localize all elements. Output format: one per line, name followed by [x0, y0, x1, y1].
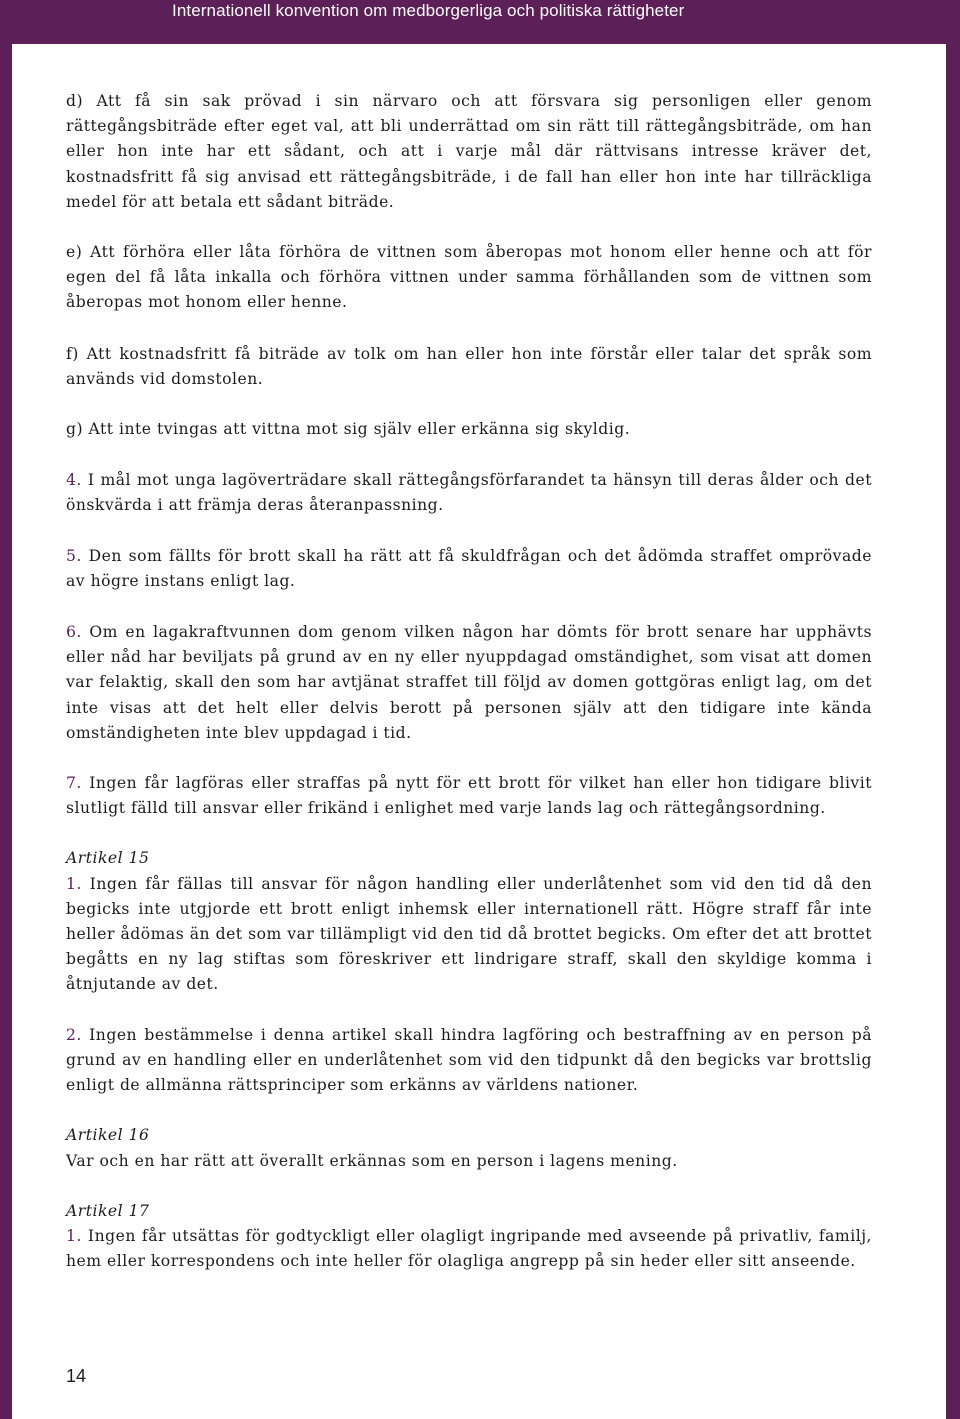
- page-number: 14: [66, 1366, 87, 1386]
- document-title: Internationell konvention om medborgerliga och politiska rättigheter: [172, 1, 685, 20]
- artikel-17-paragraph-1: [66, 1224, 872, 1274]
- artikel-15-heading: Artikel 15: [66, 849, 150, 868]
- paragraph-text: Om en lagakraftvunnen dom genom vilken någon har dömts för brott senare har upphävts eller nåd har beviljats på grund av en ny eller nyuppdagad omständighet, som visat att domen var felaktig, skall den som har avtjänat straffet till följd av domen gottgöras enligt lag, om det inte visas att det helt eller delvis berott på personen själv att den tidigare inte kända omständigheten inte blev uppdagad i tid.: [66, 623, 872, 742]
- paragraph-g: g) Att inte tvingas att vittna mot sig själv eller erkänna sig skyldig.: [66, 420, 631, 439]
- paragraph-number: 4.: [66, 471, 82, 490]
- left-border: [0, 0, 12, 1419]
- artikel-15-paragraph-1: [66, 872, 872, 998]
- paragraph-number: 1.: [66, 874, 82, 893]
- document-body: [66, 89, 872, 1274]
- paragraph-6: [66, 620, 872, 746]
- right-border: [946, 0, 960, 1419]
- paragraph-text: Den som fällts för brott skall ha rätt att få skuldfrågan och det ådömda straffet omprövade av högre instans enligt lag.: [66, 546, 872, 590]
- paragraph-5: [66, 544, 872, 594]
- artikel-17-heading: Artikel 17: [66, 1201, 150, 1220]
- paragraph-4: [66, 468, 872, 518]
- paragraph-f: f) Att kostnadsfritt få biträde av tolk om han eller hon inte förstår eller talar det språk som används vid domstolen.: [66, 344, 872, 388]
- paragraph-number: 6.: [66, 623, 82, 642]
- artikel-15-paragraph-2: [66, 1023, 872, 1099]
- artikel-16-heading: Artikel 16: [66, 1126, 150, 1145]
- paragraph-text: I mål mot unga lagöverträdare skall rättegångsförfarandet ta hänsyn till deras ålder och det önskvärda i att främja deras återanpassning.: [66, 471, 872, 515]
- paragraph-number: 7.: [66, 774, 82, 793]
- paragraph-text: Ingen får fällas till ansvar för någon handling eller underlåtenhet som vid den tid då den begicks inte utgjorde ett brott enligt inhemsk eller internationell rätt. Högre straff får inte heller ådömas än det som var tillämpligt vid den tid då brottet begicks. Om efter det att brottet begåtts en ny lag stiftas som föreskriver ett lindrigare straff, skall den skyldige komma i åtnjutande av det.: [66, 874, 872, 994]
- paragraph-e: e) Att förhöra eller låta förhöra de vittnen som åberopas mot honom eller henne och att för egen del få låta inkalla och förhöra vittnen under samma förhållanden som de vittnen som åberopas mot honom eller henne.: [66, 243, 872, 312]
- paragraph-number: 5.: [66, 546, 82, 565]
- paragraph-number: 1.: [66, 1226, 82, 1245]
- paragraph-number: 2.: [66, 1025, 82, 1044]
- paragraph-text: Ingen bestämmelse i denna artikel skall hindra lagföring och bestraffning av en person på grund av en handling eller en underlåtenhet som vid den tidpunkt då den begicks var brottslig enligt de allmänna rättsprinciper som erkänns av världens nationer.: [66, 1025, 872, 1095]
- page-header: [0, 0, 960, 44]
- paragraph-text: Ingen får utsättas för godtyckligt eller olagligt ingripande med avseende på privatliv, familj, hem eller korrespondens och inte heller för olagliga angrepp på sin heder eller sitt anseende.: [66, 1226, 872, 1271]
- paragraph-7: [66, 771, 872, 821]
- paragraph-text: Ingen får lagföras eller straffas på nytt för ett brott för vilket han eller hon tidigare blivit slutligt fälld till ansvar eller frikänd i enlighet med varje lands lag och rättegångsordning.: [66, 774, 872, 818]
- artikel-16-text: Var och en har rätt att överallt erkännas som en person i lagens mening.: [66, 1151, 678, 1170]
- paragraph-d: d) Att få sin sak prövad i sin närvaro och att försvara sig personligen eller genom rättegångsbiträde efter eget val, att bli underrättad om sin rätt till rättegångsbiträde, om han eller hon inte har ett sådant, och att i varje mål där rättvisans intresse kräver det, kostnadsfritt få sig anvisad ett rättegångsbiträde, i de fall han eller hon inte har tillräckliga medel för att betala ett sådant biträde.: [66, 92, 872, 211]
